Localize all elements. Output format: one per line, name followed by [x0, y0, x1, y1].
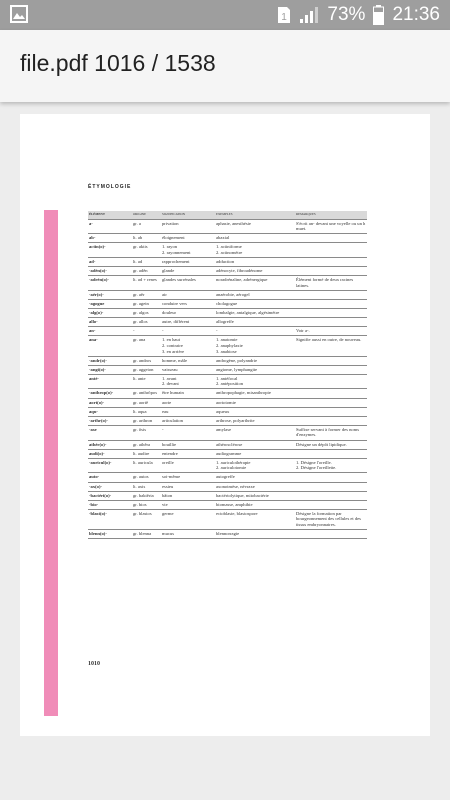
- table-cell: [295, 449, 367, 458]
- table-cell: gr. agein: [132, 299, 161, 308]
- table-cell: germe: [161, 509, 215, 529]
- table-cell: aqu-: [88, 407, 132, 416]
- table-cell: [295, 491, 367, 500]
- column-header: EXEMPLES: [215, 211, 295, 219]
- table-cell: gr. adên: [132, 267, 161, 276]
- table-cell: [295, 500, 367, 509]
- column-header: ORIGINE: [132, 211, 161, 219]
- table-cell: ectoblaste, blastospore: [215, 509, 295, 529]
- table-cell: bâton: [161, 491, 215, 500]
- table-cell: [295, 290, 367, 299]
- table-cell: [295, 318, 367, 327]
- table-cell: 1. rayon 2. rayonnement: [161, 243, 215, 258]
- table-row: [88, 243, 367, 258]
- document-title: file.pdf 1016 / 1538: [20, 50, 216, 76]
- table-cell: a-: [88, 219, 132, 234]
- table-cell: [295, 416, 367, 425]
- table-row: [88, 407, 367, 416]
- table-cell: lt. ad: [132, 257, 161, 266]
- table-cell: lt. audire: [132, 449, 161, 458]
- table-cell: -adrén(o)-: [88, 276, 132, 291]
- table-cell: -alg(o)-: [88, 309, 132, 318]
- table-cell: oreille: [161, 458, 215, 473]
- table-row: [88, 398, 367, 407]
- table-cell: 1. Désigne l'oreille. 2. Désigne l'oreillette.: [295, 458, 367, 473]
- section-heading: ÉTYMOLOGIE: [88, 184, 132, 190]
- table-cell: adduction: [215, 257, 295, 266]
- table-row: [88, 458, 367, 473]
- table-cell: être humain: [161, 389, 215, 398]
- table-cell: ab-: [88, 234, 132, 243]
- table-cell: -bactéri(o)-: [88, 491, 132, 500]
- table-row: [88, 290, 367, 299]
- table-cell: -adén(o)-: [88, 267, 132, 276]
- table-cell: [295, 309, 367, 318]
- table-cell: -: [132, 327, 161, 336]
- table-cell: rapprochement: [161, 257, 215, 266]
- table-cell: Élément formé de deux racines latines.: [295, 276, 367, 291]
- table-cell: gr. algos: [132, 309, 161, 318]
- table-cell: S'écrit an- devant une voyelle ou un h muet.: [295, 219, 367, 234]
- table-cell: gr. ana: [132, 336, 161, 356]
- table-row: [88, 491, 367, 500]
- gallery-icon: [10, 5, 28, 23]
- app-bar: [0, 30, 450, 102]
- table-cell: autre, différent: [161, 318, 215, 327]
- table-cell: 1. en haut 2. contraire 3. en arrière: [161, 336, 215, 356]
- table-cell: gr. aggeion: [132, 365, 161, 374]
- table-cell: gr. aêr: [132, 290, 161, 299]
- table-row: [88, 276, 367, 291]
- table-cell: allo-: [88, 318, 132, 327]
- table-row: [88, 500, 367, 509]
- table-row: [88, 309, 367, 318]
- table-cell: [295, 257, 367, 266]
- table-cell: gr. bios: [132, 500, 161, 509]
- table-row: [88, 389, 367, 398]
- signal-icon: [299, 6, 319, 24]
- table-cell: [295, 299, 367, 308]
- table-cell: gr. aortê: [132, 398, 161, 407]
- table-cell: -angi(o)-: [88, 365, 132, 374]
- table-cell: angiome, lymphangite: [215, 365, 295, 374]
- table-row: [88, 449, 367, 458]
- table-cell: aortotomie: [215, 398, 295, 407]
- table-cell: cholagogue: [215, 299, 295, 308]
- table-cell: -ax(o)-: [88, 482, 132, 491]
- table-row: [88, 356, 367, 365]
- table-row: [88, 327, 367, 336]
- table-cell: lt. ante: [132, 374, 161, 389]
- table-cell: bactériolytique, mitobactérie: [215, 491, 295, 500]
- table-cell: anthropophagie, misanthropie: [215, 389, 295, 398]
- battery-percent: 73%: [327, 4, 366, 25]
- table-cell: an-: [88, 327, 132, 336]
- table-cell: privation: [161, 219, 215, 234]
- table-cell: aorte: [161, 398, 215, 407]
- table-cell: lt. ab: [132, 234, 161, 243]
- table-cell: anaérobie, aérogel: [215, 290, 295, 299]
- table-row: [88, 299, 367, 308]
- table-cell: lt. ad + renes: [132, 276, 161, 291]
- table-cell: -andr(o)-: [88, 356, 132, 365]
- table-cell: -: [161, 425, 215, 440]
- table-cell: athér(o)-: [88, 440, 132, 449]
- table-cell: lt. aqua: [132, 407, 161, 416]
- margin-color-bar: [44, 210, 58, 716]
- table-cell: aort(o)-: [88, 398, 132, 407]
- table-cell: [295, 407, 367, 416]
- table-cell: -auricul(o)-: [88, 458, 132, 473]
- table-cell: -blast(o)-: [88, 509, 132, 529]
- table-cell: [295, 398, 367, 407]
- table-cell: audiogramme: [215, 449, 295, 458]
- table-cell: éloignement: [161, 234, 215, 243]
- table-cell: gr. baktêria: [132, 491, 161, 500]
- table-row: [88, 425, 367, 440]
- table-cell: audi(o)-: [88, 449, 132, 458]
- table-cell: [295, 365, 367, 374]
- table-cell: eau: [161, 407, 215, 416]
- table-cell: bouillie: [161, 440, 215, 449]
- table-header: [88, 211, 367, 219]
- table-cell: [295, 243, 367, 258]
- clock: 21:36: [392, 4, 440, 25]
- table-row: [88, 257, 367, 266]
- table-cell: vaisseau: [161, 365, 215, 374]
- table-cell: blenn(o)-: [88, 530, 132, 539]
- table-cell: [295, 530, 367, 539]
- battery-icon: [373, 5, 384, 25]
- table-body: [88, 219, 367, 539]
- column-header: SIGNIFICATION: [161, 211, 215, 219]
- table-cell: -ase: [88, 425, 132, 440]
- table-cell: androgène, polyandrie: [215, 356, 295, 365]
- table-cell: anté-: [88, 374, 132, 389]
- table-cell: gr. andros: [132, 356, 161, 365]
- table-cell: [295, 374, 367, 389]
- table-row: [88, 234, 367, 243]
- table-row: [88, 336, 367, 356]
- table-cell: lt. auricula: [132, 458, 161, 473]
- table-cell: abaxial: [215, 234, 295, 243]
- table-cell: 1. antéfocal 2. antéposition: [215, 374, 295, 389]
- page-number: 1010: [88, 661, 100, 667]
- table-cell: allogreffe: [215, 318, 295, 327]
- column-header: ÉLÉMENT: [88, 211, 132, 219]
- table-cell: douleur: [161, 309, 215, 318]
- table-cell: gr. aktis: [132, 243, 161, 258]
- sim-icon: [277, 6, 291, 24]
- table-cell: air: [161, 290, 215, 299]
- pdf-page[interactable]: [20, 114, 430, 736]
- table-cell: Suffixe servant à former des noms d'enzymes.: [295, 425, 367, 440]
- table-cell: lt. axis: [132, 482, 161, 491]
- table-cell: -agogue: [88, 299, 132, 308]
- table-cell: -: [161, 327, 215, 336]
- table-row: [88, 440, 367, 449]
- table-cell: 1. anatomie 2. anaphylaxie 3. anabiose: [215, 336, 295, 356]
- table-cell: [295, 389, 367, 398]
- table-cell: glandes surrénales: [161, 276, 215, 291]
- table-cell: entendre: [161, 449, 215, 458]
- table-cell: Signifie aussi en outre, de nouveau.: [295, 336, 367, 356]
- table-cell: axonotmèse, névraxe: [215, 482, 295, 491]
- table-row: [88, 473, 367, 482]
- table-cell: gr. a: [132, 219, 161, 234]
- table-cell: 1. avant 2. devant: [161, 374, 215, 389]
- table-cell: 1. actiniforme 2. actinomètre: [215, 243, 295, 258]
- table-row: [88, 530, 367, 539]
- table-cell: Désigne la formation par bourgeonnement des cellules et des tissus embryonnaires.: [295, 509, 367, 529]
- table-cell: Désigne un dépôt lipidique.: [295, 440, 367, 449]
- table-cell: gr. arthron: [132, 416, 161, 425]
- table-row: [88, 365, 367, 374]
- table-cell: gr. ôsis: [132, 425, 161, 440]
- table-cell: -arthr(o)-: [88, 416, 132, 425]
- table-cell: vie: [161, 500, 215, 509]
- table-row: [88, 509, 367, 529]
- table-cell: [295, 267, 367, 276]
- table-cell: noradrénaline, adrénergique: [215, 276, 295, 291]
- table-cell: auto-: [88, 473, 132, 482]
- table-cell: Voir a-.: [295, 327, 367, 336]
- table-row: [88, 416, 367, 425]
- table-cell: autogreffe: [215, 473, 295, 482]
- column-header: REMARQUES: [295, 211, 367, 219]
- table-cell: soi-même: [161, 473, 215, 482]
- table-cell: conduire vers: [161, 299, 215, 308]
- table-cell: 1. auriculothérapie 2. auriculotomie: [215, 458, 295, 473]
- table-cell: arthrose, polyarthrite: [215, 416, 295, 425]
- table-cell: glande: [161, 267, 215, 276]
- table-row: [88, 219, 367, 234]
- table-cell: gr. blastos: [132, 509, 161, 529]
- table-cell: ana-: [88, 336, 132, 356]
- table-row: [88, 267, 367, 276]
- table-cell: athérosclérose: [215, 440, 295, 449]
- table-cell: [295, 234, 367, 243]
- table-cell: -anthrop(o)-: [88, 389, 132, 398]
- table-cell: mucus: [161, 530, 215, 539]
- table-cell: homme, mâle: [161, 356, 215, 365]
- table-cell: gr. allos: [132, 318, 161, 327]
- sim-label: 1: [281, 12, 288, 23]
- table-cell: gr. athêra: [132, 440, 161, 449]
- table-cell: gr. anthrôpos: [132, 389, 161, 398]
- table-cell: lombalgie, antalgique, algésimètre: [215, 309, 295, 318]
- table-cell: gr. blenna: [132, 530, 161, 539]
- table-cell: amylase: [215, 425, 295, 440]
- table-row: [88, 482, 367, 491]
- status-bar: [0, 0, 450, 30]
- table-cell: blennorragie: [215, 530, 295, 539]
- table-cell: -aér(o)-: [88, 290, 132, 299]
- table-cell: gr. autos: [132, 473, 161, 482]
- table-cell: articulation: [161, 416, 215, 425]
- table-cell: aphasie, anesthésie: [215, 219, 295, 234]
- table-cell: essieu: [161, 482, 215, 491]
- table-row: [88, 318, 367, 327]
- etymology-table: [88, 211, 367, 539]
- table-cell: adénocyte, fibroadénome: [215, 267, 295, 276]
- table-row: [88, 374, 367, 389]
- table-cell: [295, 473, 367, 482]
- table-cell: -: [215, 327, 295, 336]
- table-cell: [295, 356, 367, 365]
- table-cell: ad-: [88, 257, 132, 266]
- table-cell: actin(o)-: [88, 243, 132, 258]
- table-cell: [295, 482, 367, 491]
- table-cell: biomasse, amphibie: [215, 500, 295, 509]
- table-cell: aqueux: [215, 407, 295, 416]
- table-cell: -bio-: [88, 500, 132, 509]
